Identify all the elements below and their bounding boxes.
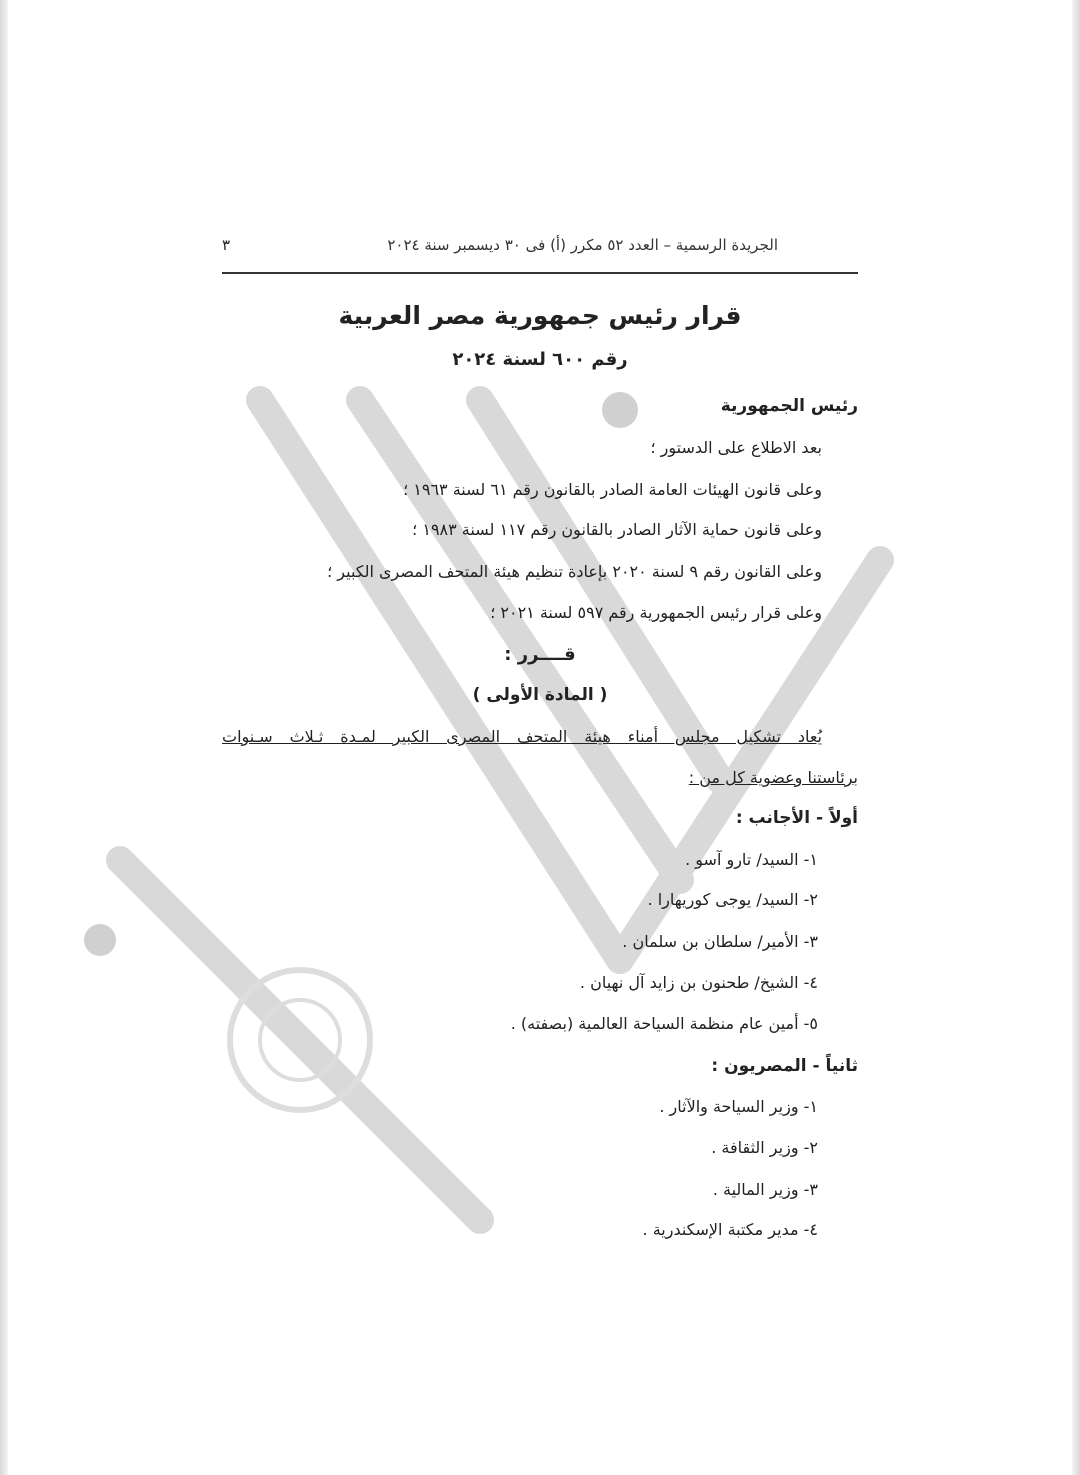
- preamble-line: وعلى قرار رئيس الجمهورية رقم ٥٩٧ لسنة ٢٠٢١ ؛: [490, 603, 822, 622]
- foreigner-item: ١- السيد/ تارو آسو .: [685, 850, 818, 869]
- foreigner-item: ٢- السيد/ يوجى كوريهارا .: [647, 890, 818, 909]
- decree-title: قرار رئيس جمهورية مصر العربية: [338, 301, 742, 330]
- egyptian-item: ٣- وزير المالية .: [712, 1180, 818, 1199]
- article-text-line2: برئاستنا وعضوية كل من :: [688, 768, 858, 787]
- decree-number: رقم ٦٠٠ لسنة ٢٠٢٤: [452, 349, 628, 370]
- page-number: ٣: [222, 236, 231, 254]
- egyptian-item: ٤- مدير مكتبة الإسكندرية .: [642, 1220, 818, 1239]
- preamble-line: بعد الاطلاع على الدستور ؛: [650, 438, 822, 457]
- egyptians-heading: ثانياً - المصريون :: [711, 1056, 858, 1076]
- running-header: الجريدة الرسمية – العدد ٥٢ مكرر (أ) فى ٣٠ ديسمبر سنة ٢٠٢٤: [387, 236, 778, 254]
- page-edge-right: [1072, 0, 1080, 1475]
- article-title: ( المادة الأولى ): [472, 685, 608, 705]
- foreigner-item: ٤- الشيخ/ طحنون بن زايد آل نهيان .: [579, 973, 818, 992]
- watermark-seal: [230, 970, 370, 1110]
- preamble-line: وعلى قانون حماية الآثار الصادر بالقانون رقم ١١٧ لسنة ١٩٨٣ ؛: [412, 520, 822, 539]
- decided-heading: قــــرر :: [504, 644, 576, 665]
- foreigner-item: ٥- أمين عام منظمة السياحة العالمية (بصفته) .: [510, 1014, 818, 1033]
- preamble-line: وعلى القانون رقم ٩ لسنة ٢٠٢٠ بإعادة تنظيم هيئة المتحف المصرى الكبير ؛: [327, 562, 822, 581]
- preamble-line: وعلى قانون الهيئات العامة الصادر بالقانون رقم ٦١ لسنة ١٩٦٣ ؛: [403, 480, 822, 499]
- article-text-line1: يُعاد تشكيل مجلس أمناء هيئة المتحف المصرى الكبير لمـدة ثـلاث سـنوات: [222, 727, 822, 746]
- issuer-heading: رئيس الجمهورية: [720, 396, 858, 416]
- watermark-stroke: [120, 860, 480, 1220]
- page-edge-left: [0, 0, 8, 1475]
- foreigners-heading: أولاً - الأجانب :: [735, 808, 858, 828]
- watermark-stroke: [360, 400, 680, 880]
- egyptian-item: ١- وزير السياحة والآثار .: [659, 1097, 818, 1116]
- foreigner-item: ٣- الأمير/ سلطان بن سلمان .: [622, 932, 818, 951]
- header-rule: [222, 272, 858, 274]
- egyptian-item: ٢- وزير الثقافة .: [711, 1138, 818, 1157]
